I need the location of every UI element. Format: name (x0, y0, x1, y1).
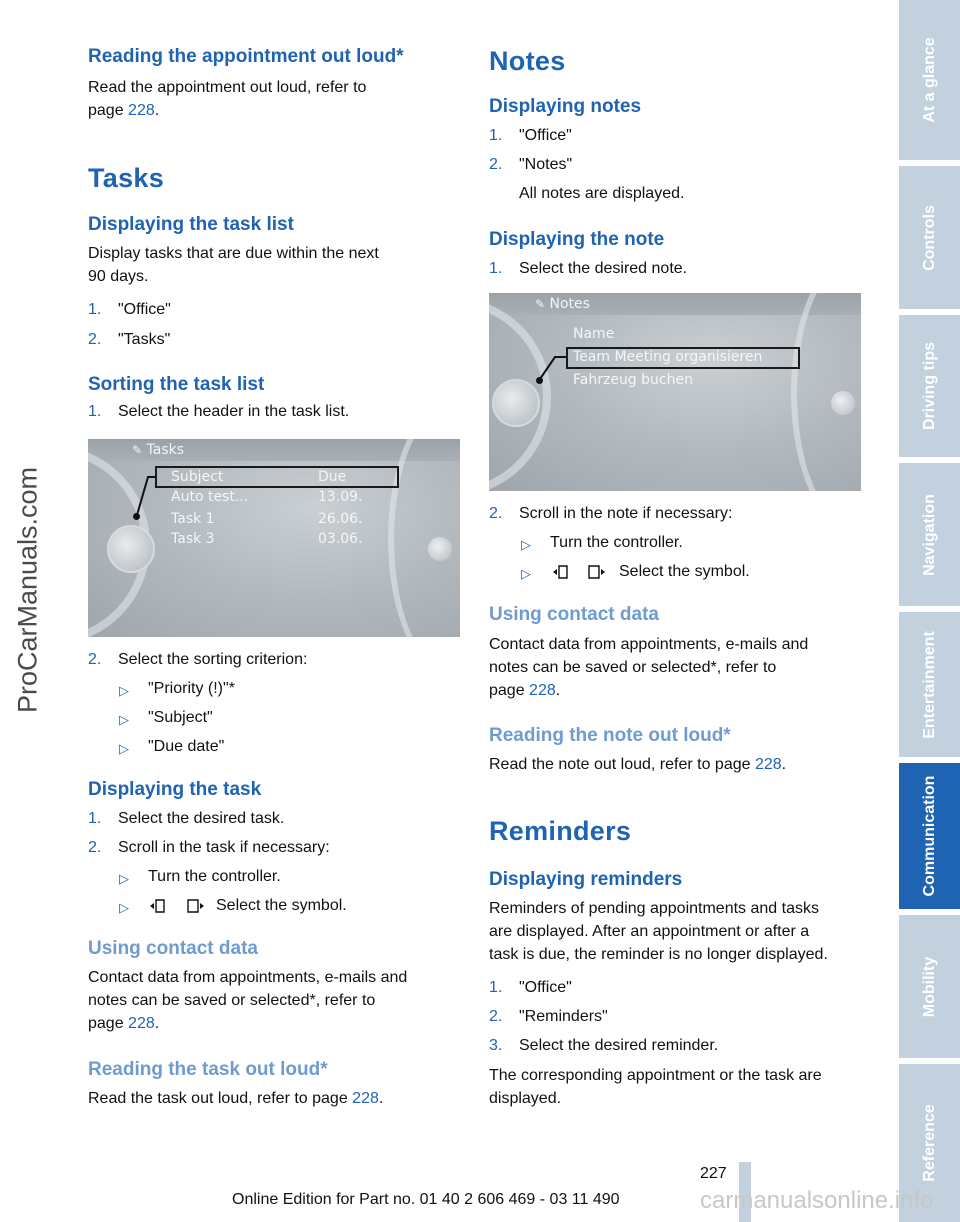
page-link[interactable]: 228 (754, 756, 782, 773)
step-text: Select the sorting criterion: (118, 651, 308, 668)
step-text: "Office" (519, 979, 572, 996)
text-line: Contact data from appointments, e-mails and (88, 969, 408, 986)
heading-using-contact-data: Using contact data (88, 938, 258, 959)
contact-data-text: Contact data from appointments, e-mails and notes can be saved or selected*, refer to page 228. (88, 969, 408, 1032)
tab-mobility[interactable] (899, 915, 960, 1058)
text-line: Read the task out loud, refer to page (88, 1090, 353, 1107)
section-title-reminders: Reminders (489, 816, 632, 846)
notepad-icon: ✎ (132, 443, 143, 457)
sub-step-text: Turn the controller. (550, 534, 683, 551)
step-text: Select the header in the task list. (118, 403, 350, 420)
step-text: "Reminders" (519, 1008, 608, 1025)
page-link[interactable]: 228 (352, 1090, 379, 1107)
step-number: 2. (489, 156, 503, 173)
page-link[interactable]: 228 (529, 682, 556, 699)
heading-displaying-note: Displaying the note (489, 229, 665, 250)
notes-header: Name (573, 326, 615, 342)
heading-displaying-task-list: Displaying the task list (88, 214, 294, 235)
page-number: 227 (700, 1165, 727, 1182)
section-title-notes: Notes (489, 46, 566, 76)
tab-at-a-glance[interactable] (899, 0, 960, 160)
tab-label: Driving tips (920, 341, 938, 431)
tab-navigation[interactable] (899, 463, 960, 606)
site-watermark: carmanualsonline.info (700, 1187, 934, 1214)
tab-label: Navigation (920, 493, 938, 576)
section-title-tasks: Tasks (88, 163, 165, 193)
text-line: Reminders of pending appointments and tasks (489, 900, 819, 917)
col-due: Due (318, 469, 347, 485)
text-line: are displayed. After an appointment or after a (489, 923, 810, 940)
step-number: 2. (88, 839, 102, 856)
page-prefix: page (489, 682, 530, 699)
sub-step-text: Select the symbol. (619, 563, 750, 580)
text-line: displayed. (489, 1090, 562, 1107)
heading-reading-note: Reading the note out loud* (489, 725, 731, 746)
sub-step-text: Turn the controller. (148, 868, 281, 885)
text-line: notes can be saved or selected*, refer to (489, 659, 777, 676)
scroll-back-icon (549, 563, 571, 581)
watermark (8, 420, 48, 760)
scroll-knob-icon (831, 391, 855, 415)
scroll-knob-icon (428, 537, 452, 561)
controller-icon (492, 379, 540, 427)
reminders-text (489, 897, 869, 966)
step-number: 1. (489, 979, 503, 996)
scroll-back-icon (146, 897, 168, 915)
contact-data-text: Contact data from appointments, e-mails and notes can be saved or selected*, refer to page 228. (489, 636, 809, 699)
bullet-triangle-icon: ▷ (119, 683, 129, 698)
bullet-triangle-icon: ▷ (119, 871, 129, 886)
callout-dot (536, 377, 543, 384)
heading-sorting-task-list: Sorting the task list (88, 374, 265, 395)
task-due: 26.06. (318, 511, 363, 527)
notepad-icon: ✎ (535, 297, 546, 311)
step-text: "Office" (118, 301, 171, 318)
page-prefix: page (88, 102, 129, 119)
step-text: Select the desired reminder. (519, 1037, 719, 1054)
tab-label: Mobility (920, 956, 938, 1017)
step-number: 2. (88, 651, 102, 668)
chapter-tabs (899, 0, 960, 1222)
notes-screen-image (489, 293, 861, 491)
step-text: "Office" (519, 127, 572, 144)
task-subject: Task 3 (171, 531, 215, 547)
bullet-triangle-icon: ▷ (119, 712, 129, 727)
step-text: "Notes" (519, 156, 573, 173)
step-text: Scroll in the note if necessary: (519, 505, 733, 522)
step-number: 1. (88, 810, 102, 827)
callout-dot (133, 513, 140, 520)
tasks-screen-image (88, 439, 460, 637)
step-text: "Tasks" (118, 331, 171, 348)
step-number: 1. (88, 403, 102, 420)
scroll-forward-icon (186, 897, 208, 915)
criterion-item: "Due date" (148, 738, 225, 755)
page-link[interactable]: 228 (128, 102, 155, 119)
text-line: Read the note out loud, refer to page (489, 756, 755, 773)
note-item: Team Meeting organisieren (573, 349, 763, 365)
criterion-item: "Priority (!)"* (148, 680, 235, 697)
step-number: 1. (489, 260, 503, 277)
step-number: 2. (489, 505, 503, 522)
step-text: Select the desired task. (118, 810, 285, 827)
displaying-task-list-text (88, 242, 379, 288)
callout-line (489, 293, 861, 491)
tab-label: Communication (920, 775, 938, 897)
col-subject: Subject (171, 469, 224, 485)
tab-entertainment[interactable] (899, 612, 960, 757)
tab-label: At a glance (920, 37, 938, 123)
bullet-triangle-icon: ▷ (521, 566, 531, 581)
heading-displaying-reminders: Displaying reminders (489, 869, 683, 890)
reading-task-text: Read the task out loud, refer to page 228. (88, 1090, 384, 1107)
heading-displaying-task: Displaying the task (88, 779, 262, 800)
tab-communication[interactable] (899, 763, 960, 909)
text-line: Contact data from appointments, e-mails and (489, 636, 809, 653)
step-number: 2. (489, 1008, 503, 1025)
page-link[interactable]: 228 (128, 1015, 155, 1032)
heading-using-contact-data: Using contact data (489, 604, 659, 625)
step-number: 3. (489, 1037, 503, 1054)
note-item: Fahrzeug buchen (573, 372, 693, 388)
controller-icon (107, 525, 155, 573)
text-line: task is due, the reminder is no longer displayed. (489, 946, 828, 963)
heading-displaying-notes: Displaying notes (489, 96, 642, 117)
heading-reading-appointment: Reading the appointment out loud* (88, 46, 404, 67)
screen-title-text: Notes (549, 296, 590, 312)
tab-label: Controls (920, 204, 938, 271)
task-due: 13.09. (318, 489, 363, 505)
step-number: 2. (88, 331, 102, 348)
tab-label: Entertainment (920, 630, 938, 739)
text-line: notes can be saved or selected*, refer to (88, 992, 376, 1009)
step-number: 1. (489, 127, 503, 144)
page-prefix: page (88, 1015, 129, 1032)
tab-label: Reference (920, 1104, 938, 1182)
step-number: 1. (88, 301, 102, 318)
task-subject: Task 1 (171, 511, 215, 527)
scroll-forward-icon (587, 563, 609, 581)
task-due: 03.06. (318, 531, 363, 547)
bullet-triangle-icon: ▷ (119, 900, 129, 915)
reading-appointment-line: Read the appointment out loud, refer to (88, 79, 367, 96)
text-line: The corresponding appointment or the task are (489, 1067, 822, 1084)
watermark-text: ProCarManuals.com (12, 466, 43, 714)
bullet-triangle-icon: ▷ (521, 537, 531, 552)
tab-controls[interactable] (899, 166, 960, 309)
text-line: 90 days. (88, 268, 149, 285)
text-line: Display tasks that are due within the next (88, 245, 379, 262)
sub-step-text: Select the symbol. (216, 897, 347, 914)
footer-text: Online Edition for Part no. 01 40 2 606 469 - 03 11 490 (232, 1191, 620, 1208)
step-text: Scroll in the task if necessary: (118, 839, 330, 856)
criterion-item: "Subject" (148, 709, 213, 726)
final-text (489, 1064, 869, 1110)
bullet-triangle-icon: ▷ (119, 741, 129, 756)
notes-displayed-text: All notes are displayed. (519, 185, 685, 202)
task-subject: Auto test... (171, 489, 249, 505)
tab-driving-tips[interactable] (899, 315, 960, 457)
heading-reading-task: Reading the task out loud* (88, 1059, 328, 1080)
step-text: Select the desired note. (519, 260, 688, 277)
reading-note-text: Read the note out loud, refer to page 228. (489, 756, 787, 773)
reading-appointment-text: Read the appointment out loud, refer to page 228. (88, 79, 367, 119)
screen-title-text: Tasks (146, 442, 185, 458)
